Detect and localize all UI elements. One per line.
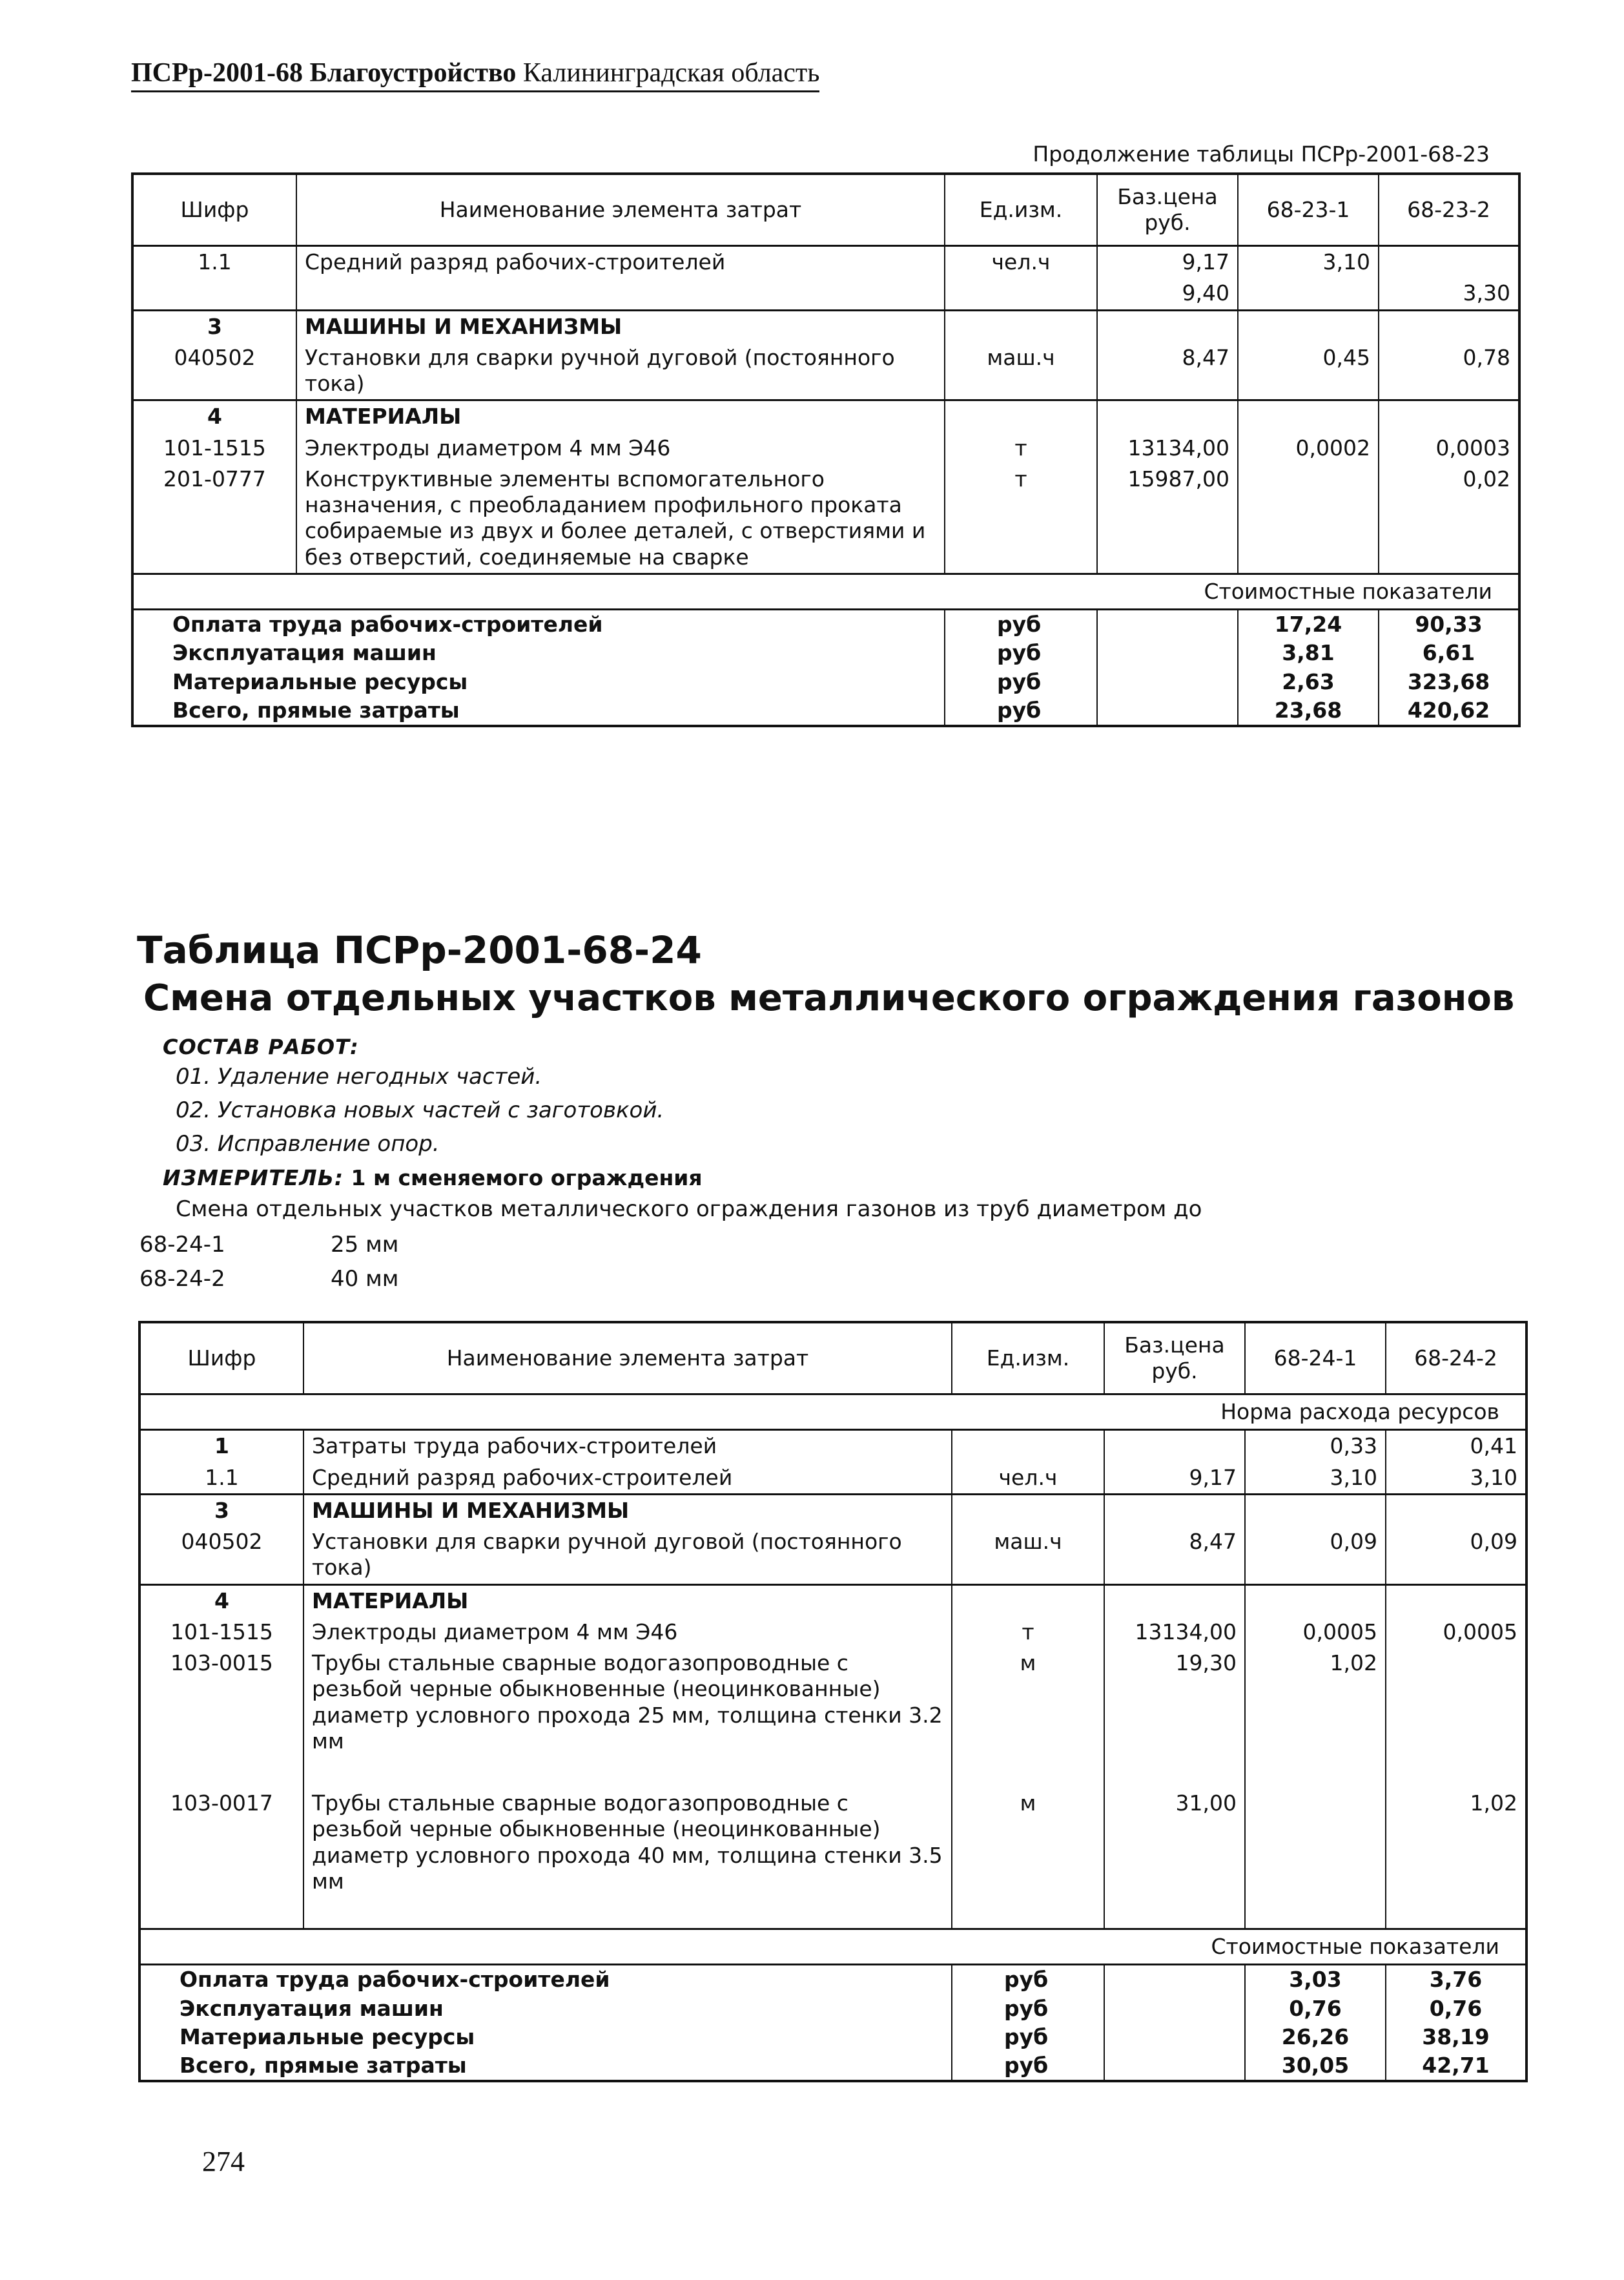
section-row-materials [139, 1584, 1526, 1617]
table-68-24 [138, 1321, 1528, 2082]
cell-variant-1: 3,10 [1238, 246, 1379, 278]
total-label: Оплата труда рабочих-строителей [132, 610, 945, 639]
col-header-variant-2: 68-23-2 [1379, 174, 1519, 246]
total-variant-1: 0,76 [1245, 1995, 1386, 2023]
total-unit: руб [952, 2051, 1104, 2081]
cell-name: МАТЕРИАЛЫ [303, 1584, 952, 1617]
cell-variant-2 [1379, 246, 1519, 278]
cell-code: 4 [132, 400, 296, 433]
col-header-variant-1: 68-24-1 [1245, 1322, 1386, 1394]
section-row-machines [132, 310, 1519, 342]
cell-variant-1 [1245, 1788, 1386, 1897]
cell-code: 103-0015 [139, 1648, 303, 1757]
total-variant-2: 90,33 [1379, 610, 1519, 639]
table-row [132, 342, 1519, 400]
totals-row [132, 610, 1519, 639]
cell-variant-1: 0,45 [1238, 342, 1379, 400]
table-row [132, 464, 1519, 574]
cell-variant-1: 1,02 [1245, 1648, 1386, 1757]
col-header-code: Шифр [139, 1322, 303, 1394]
cell-unit: м [952, 1648, 1104, 1757]
cell-name: МАШИНЫ И МЕХАНИЗМЫ [303, 1494, 952, 1526]
total-unit: руб [945, 668, 1097, 696]
totals-row [132, 639, 1519, 667]
cell-name: Электроды диаметром 4 мм Э46 [303, 1617, 952, 1648]
cell-code: 040502 [132, 342, 296, 400]
cell-variant-2: 0,0003 [1379, 433, 1519, 464]
total-variant-2: 38,19 [1386, 2023, 1526, 2051]
table-row [139, 1648, 1526, 1757]
col-header-unit: Ед.изм. [952, 1322, 1104, 1394]
cell-variant-1 [1238, 464, 1379, 574]
cell-variant-1: 0,09 [1245, 1526, 1386, 1584]
variant-value: 25 мм [331, 1232, 399, 1258]
total-variant-2: 42,71 [1386, 2051, 1526, 2081]
cell-variant-2: 3,30 [1379, 278, 1519, 310]
table-row [132, 246, 1519, 278]
table-row [132, 433, 1519, 464]
cell-name: Установки для сварки ручной дуговой (постоянного тока) [303, 1526, 952, 1584]
cell-name: МАШИНЫ И МЕХАНИЗМЫ [296, 310, 945, 342]
total-unit: руб [952, 1995, 1104, 2023]
col-header-name: Наименование элемента затрат [303, 1322, 952, 1394]
cell-variant-2: 0,09 [1386, 1526, 1526, 1584]
cell-name: Средний разряд рабочих-строителей [303, 1462, 952, 1495]
cell-variant-2 [1386, 1648, 1526, 1757]
table-header-row [139, 1322, 1526, 1394]
work-item: 02. Установка новых частей с заготовкой. [176, 1097, 664, 1123]
cell-unit: т [945, 464, 1097, 574]
section-row-materials [132, 400, 1519, 433]
col-header-variant-2: 68-24-2 [1386, 1322, 1526, 1394]
cell-unit [952, 1430, 1104, 1462]
cell-code: 1.1 [139, 1462, 303, 1495]
cell-unit: т [952, 1617, 1104, 1648]
col-header-variant-1: 68-23-1 [1238, 174, 1379, 246]
total-variant-1: 3,81 [1238, 639, 1379, 667]
work-item: 03. Исправление опор. [176, 1131, 440, 1157]
total-unit: руб [945, 696, 1097, 726]
cell-name: Затраты труда рабочих-строителей [303, 1430, 952, 1462]
cell-variant-2: 1,02 [1386, 1788, 1526, 1897]
cell-code [132, 278, 296, 310]
total-label: Всего, прямые затраты [132, 696, 945, 726]
total-variant-2: 0,76 [1386, 1995, 1526, 2023]
totals-row [132, 668, 1519, 696]
cell-name: Установки для сварки ручной дуговой (постоянного тока) [296, 342, 945, 400]
cell-variant-1: 0,0005 [1245, 1617, 1386, 1648]
cell-variant-1 [1238, 278, 1379, 310]
cell-unit [945, 278, 1097, 310]
cell-code: 040502 [139, 1526, 303, 1584]
total-variant-1: 17,24 [1238, 610, 1379, 639]
total-unit: руб [945, 610, 1097, 639]
cell-name: Электроды диаметром 4 мм Э46 [296, 433, 945, 464]
totals-row [139, 1995, 1526, 2023]
col-header-price: Баз.цена руб. [1097, 174, 1238, 246]
total-unit: руб [952, 2023, 1104, 2051]
cell-code: 3 [139, 1494, 303, 1526]
cell-price: 13134,00 [1097, 433, 1238, 464]
spacer-row [139, 1757, 1526, 1788]
cell-variant-1: 0,33 [1245, 1430, 1386, 1462]
cell-name: Трубы стальные сварные водогазопроводные с резьбой черные обыкновенные (неоцинкованные) диаметр условного прохода 25 мм, толщина стенки 3.2 мм [303, 1648, 952, 1757]
measure-line [163, 1167, 703, 1188]
table-subtitle: Смена отдельных участков металлического ограждения газонов [143, 977, 1515, 1019]
cell-name: Трубы стальные сварные водогазопроводные с резьбой черные обыкновенные (неоцинкованные) диаметр условного прохода 40 мм, толщина стенки 3.5 мм [303, 1788, 952, 1897]
cell-price [1104, 1430, 1245, 1462]
total-variant-2: 3,76 [1386, 1965, 1526, 1995]
total-unit: руб [945, 639, 1097, 667]
total-label: Оплата труда рабочих-строителей [139, 1965, 952, 1995]
total-variant-1: 30,05 [1245, 2051, 1386, 2081]
cell-code: 1.1 [132, 246, 296, 278]
total-variant-1: 23,68 [1238, 696, 1379, 726]
cell-unit: т [945, 433, 1097, 464]
band-cost-indicators: Стоимостные показатели [139, 1929, 1526, 1965]
total-variant-2: 323,68 [1379, 668, 1519, 696]
cell-name: Средний разряд рабочих-строителей [296, 246, 945, 278]
header-region: Калининградская область [516, 58, 820, 88]
table-title: Таблица ПСРр-2001-68-24 [137, 928, 702, 972]
band-row-norms [139, 1394, 1526, 1430]
work-composition-label: СОСТАВ РАБОТ: [163, 1035, 359, 1059]
table-row [132, 278, 1519, 310]
band-cost-indicators: Стоимостные показатели [132, 574, 1519, 609]
col-header-name: Наименование элемента затрат [296, 174, 945, 246]
cell-price: 8,47 [1104, 1526, 1245, 1584]
table-header-row [132, 174, 1519, 246]
cell-variant-1: 3,10 [1245, 1462, 1386, 1495]
measure-value: 1 м сменяемого ограждения [344, 1165, 703, 1190]
cell-variant-2: 0,78 [1379, 342, 1519, 400]
band-resource-norms: Норма расхода ресурсов [139, 1394, 1526, 1430]
cell-unit: чел.ч [952, 1462, 1104, 1495]
col-header-unit: Ед.изм. [945, 174, 1097, 246]
band-row-cost [139, 1929, 1526, 1965]
total-variant-1: 3,03 [1245, 1965, 1386, 1995]
variant-code: 68-24-2 [139, 1266, 225, 1292]
cell-unit: маш.ч [945, 342, 1097, 400]
total-variant-2: 420,62 [1379, 696, 1519, 726]
cell-variant-2: 0,0005 [1386, 1617, 1526, 1648]
section-row-machines [139, 1494, 1526, 1526]
work-item: 01. Удаление негодных частей. [176, 1064, 542, 1090]
cell-price: 13134,00 [1104, 1617, 1245, 1648]
cell-name: Конструктивные элементы вспомогательного назначения, с преобладанием профильного проката собираемые из двух и более деталей, с отверстиями и без отверстий, соединяемые на сварке [296, 464, 945, 574]
cell-name [296, 278, 945, 310]
table-row [139, 1788, 1526, 1897]
cell-price: 15987,00 [1097, 464, 1238, 574]
cell-variant-1: 0,0002 [1238, 433, 1379, 464]
total-label: Материальные ресурсы [132, 668, 945, 696]
total-variant-2: 6,61 [1379, 639, 1519, 667]
total-label: Материальные ресурсы [139, 2023, 952, 2051]
cell-variant-2: 0,41 [1386, 1430, 1526, 1462]
header-code: ПСРр-2001-68 Благоустройство [131, 58, 517, 88]
band-row-cost [132, 574, 1519, 609]
table-row [139, 1462, 1526, 1495]
variant-value: 40 мм [331, 1266, 399, 1292]
cell-code: 4 [139, 1584, 303, 1617]
totals-row [132, 696, 1519, 726]
cell-variant-2: 3,10 [1386, 1462, 1526, 1495]
totals-row [139, 1965, 1526, 1995]
cell-unit: чел.ч [945, 246, 1097, 278]
total-variant-1: 2,63 [1238, 668, 1379, 696]
cell-unit: маш.ч [952, 1526, 1104, 1584]
table-row [139, 1526, 1526, 1584]
cell-code: 3 [132, 310, 296, 342]
cell-price: 31,00 [1104, 1788, 1245, 1897]
variant-code: 68-24-1 [139, 1232, 225, 1258]
total-label: Всего, прямые затраты [139, 2051, 952, 2081]
table-68-23-continuation [131, 172, 1521, 727]
cell-variant-2: 0,02 [1379, 464, 1519, 574]
cell-code: 101-1515 [132, 433, 296, 464]
cell-price: 9,17 [1097, 246, 1238, 278]
totals-row [139, 2023, 1526, 2051]
continuation-note: Продолжение таблицы ПСРр-2001-68-23 [1033, 141, 1490, 167]
table-row [139, 1617, 1526, 1648]
cell-unit: м [952, 1788, 1104, 1897]
cell-name: МАТЕРИАЛЫ [296, 400, 945, 433]
page-number: 274 [202, 2146, 245, 2177]
cell-code: 103-0017 [139, 1788, 303, 1897]
spacer-row [139, 1897, 1526, 1929]
cell-price: 9,17 [1104, 1462, 1245, 1495]
cell-price: 8,47 [1097, 342, 1238, 400]
col-header-code: Шифр [132, 174, 296, 246]
totals-row [139, 2051, 1526, 2081]
page-header [131, 59, 819, 92]
total-label: Эксплуатация машин [132, 639, 945, 667]
measure-label: ИЗМЕРИТЕЛЬ: [163, 1165, 344, 1190]
cell-code: 1 [139, 1430, 303, 1462]
cell-code: 201-0777 [132, 464, 296, 574]
section-description: Смена отдельных участков металлического ограждения газонов из труб диаметром до [176, 1196, 1202, 1222]
total-label: Эксплуатация машин [139, 1995, 952, 2023]
total-unit: руб [952, 1965, 1104, 1995]
cell-price: 19,30 [1104, 1648, 1245, 1757]
table-row [139, 1430, 1526, 1462]
col-header-price: Баз.цена руб. [1104, 1322, 1245, 1394]
cell-price: 9,40 [1097, 278, 1238, 310]
total-variant-1: 26,26 [1245, 2023, 1386, 2051]
cell-code: 101-1515 [139, 1617, 303, 1648]
